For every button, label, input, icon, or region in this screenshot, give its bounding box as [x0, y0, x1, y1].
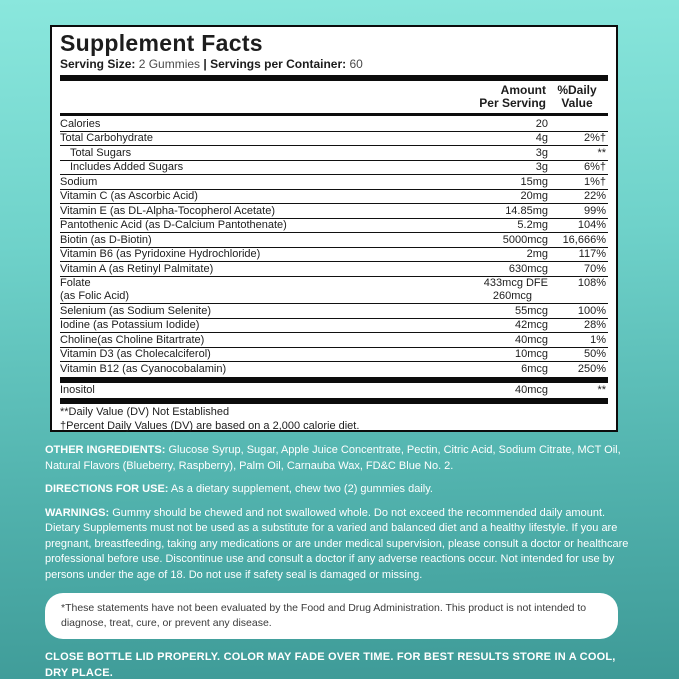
dv-header-line2: Value — [561, 96, 593, 110]
info-sections — [45, 443, 640, 697]
dv-header-line1: %Daily — [557, 83, 597, 97]
nutrient-amount: 40mcg — [514, 384, 548, 396]
facts-row — [60, 233, 608, 248]
nutrient-daily-value: 108% — [577, 277, 606, 289]
amount-header-line1: Amount — [500, 83, 546, 97]
nutrient-name: Total Sugars — [70, 146, 132, 159]
nutrient-name: Iodine (as Potassium Iodide) — [60, 319, 200, 331]
nutrient-name: Vitamin B6 (as Pyridoxine Hydrochloride) — [60, 248, 261, 260]
facts-row — [60, 190, 608, 205]
nutrient-amount: 20mg — [520, 190, 548, 202]
facts-row — [60, 362, 608, 376]
amount-column-header — [436, 84, 546, 110]
warnings-heading: WARNINGS: — [45, 506, 110, 519]
facts-row — [60, 132, 608, 147]
other-ingredients-text: Glucose Syrup, Sugar, Apple Juice Concentrate, Pectin, Citric Acid, Sodium Citrate, MCT Oil, Natural Flavors (Blueberry, Raspberry), Palm Oil, Carnauba Wax, FD&C Blue No. 2. — [45, 444, 621, 472]
directions-text: As a dietary supplement, chew two (2) gummies daily. — [168, 483, 433, 495]
facts-row — [60, 384, 608, 398]
serving-info — [60, 57, 608, 72]
nutrient-name: Choline(as Choline Bitartrate) — [60, 333, 205, 346]
warnings-text: Gummy should be chewed and not swallowed whole. Do not exceed the recommended daily amount. Dietary Supplements must not be used as a substitute for a varied and balanced diet and a healthy lifestyle. If you are pregnant, breastfeeding, taking any medications or are under medical supervision, please consult a doctor or healthcare professional before use. Discontinue use and consult a doctor if any adverse reactions occur. Not intended for use by persons under the age of 18. Do not use if safety seal is damaged or missing. — [45, 506, 629, 581]
facts-row — [60, 248, 608, 263]
nutrient-name: Biotin (as D-Biotin) — [60, 233, 152, 246]
nutrient-name: Vitamin D3 (as Cholecalciferol) — [60, 348, 211, 360]
servings-per-container-label: Servings per Container: — [210, 57, 347, 71]
nutrient-amount: 3g — [535, 146, 548, 159]
nutrient-amount: 6mcg — [521, 362, 548, 375]
nutrient-daily-value: 50% — [583, 348, 606, 360]
nutrient-amount: 5.2mg — [517, 219, 548, 231]
servings-per-container-value: 60 — [349, 57, 363, 71]
nutrient-name: Vitamin C (as Ascorbic Acid) — [60, 190, 198, 202]
other-ingredients-section — [45, 443, 640, 474]
nutrient-name: Pantothenic Acid (as D-Calcium Pantothenate) — [60, 219, 287, 231]
nutrient-daily-value: 70% — [583, 262, 606, 275]
nutrient-daily-value: ** — [597, 384, 606, 396]
warnings-section — [45, 506, 640, 584]
facts-row — [60, 219, 608, 234]
nutrient-amount: 42mcg — [514, 319, 548, 331]
nutrient-amount: 55mcg — [514, 304, 548, 317]
facts-row — [60, 204, 608, 219]
serving-size-label: Serving Size: — [60, 57, 136, 71]
nutrient-amount: 4g — [535, 132, 548, 144]
nutrient-name: Calories — [60, 117, 101, 130]
daily-value-column-header — [546, 84, 608, 110]
facts-row — [60, 161, 608, 176]
storage-instructions — [45, 649, 640, 697]
footnotes — [60, 406, 608, 433]
facts-row — [60, 333, 608, 348]
storage-line-1: CLOSE BOTTLE LID PROPERLY. COLOR MAY FADE OVER TIME. FOR BEST RESULTS STORE IN A COOL, DRY PLACE. — [45, 651, 616, 679]
nutrient-amount: 40mcg — [514, 333, 548, 346]
facts-row — [60, 304, 608, 319]
facts-row — [60, 175, 608, 190]
nutrient-amount: 15mg — [520, 175, 548, 188]
nutrient-daily-value: 100% — [577, 304, 606, 317]
facts-row — [60, 277, 608, 305]
nutrient-daily-value: 104% — [577, 219, 606, 231]
divider-thick — [60, 377, 608, 383]
nutrient-amount: 433mcg DFE 260mcg — [483, 277, 548, 302]
nutrient-daily-value: ** — [597, 146, 606, 159]
divider-thick — [60, 398, 608, 404]
nutrient-daily-value: 117% — [578, 248, 606, 260]
facts-row — [60, 146, 608, 161]
nutrient-daily-value: 1% — [590, 333, 606, 346]
nutrient-amount-sub: 260mcg — [492, 290, 532, 302]
nutrient-daily-value: 22% — [583, 190, 606, 202]
divider-thick — [60, 75, 608, 81]
fda-disclaimer-text: *These statements have not been evaluated by the Food and Drug Administration. This product is not intended to diagnose, treat, cure, or prevent any disease. — [61, 602, 587, 629]
nutrient-daily-value: 250% — [577, 362, 606, 375]
nutrient-daily-value: 99% — [583, 204, 606, 217]
nutrient-amount: 2mg — [526, 248, 548, 260]
facts-row — [60, 348, 608, 363]
nutrient-name: Vitamin E (as DL-Alpha-Tocopherol Acetate) — [60, 204, 276, 217]
serving-separator: | — [203, 57, 207, 71]
nutrient-daily-value: 6%† — [583, 161, 606, 173]
facts-rows — [60, 117, 608, 404]
nutrient-name: Total Carbohydrate — [60, 132, 153, 144]
other-ingredients-heading: OTHER INGREDIENTS: — [45, 444, 166, 456]
serving-size-value: 2 Gummies — [138, 57, 201, 71]
nutrient-name: Folate (as Folic Acid) — [60, 277, 130, 302]
facts-header-row — [60, 82, 608, 112]
directions-section — [45, 482, 640, 498]
directions-heading: DIRECTIONS FOR USE: — [45, 483, 169, 495]
facts-row — [60, 319, 608, 334]
nutrient-name: Includes Added Sugars — [70, 161, 184, 173]
nutrient-daily-value: 16,666% — [562, 233, 606, 246]
amount-header-line2: Per Serving — [479, 96, 546, 110]
nutrient-amount: 20 — [535, 117, 548, 130]
facts-row — [60, 262, 608, 277]
nutrient-name: Vitamin B12 (as Cyanocobalamin) — [60, 362, 227, 375]
footnote-dv-not-established: **Daily Value (DV) Not Established — [60, 406, 230, 418]
nutrient-name: Vitamin A (as Retinyl Palmitate) — [60, 262, 214, 275]
nutrient-daily-value: 28% — [583, 319, 606, 331]
nutrient-amount: 10mcg — [514, 348, 548, 360]
nutrient-amount: 3g — [535, 161, 548, 173]
nutrient-name: Inositol — [60, 384, 95, 396]
supplement-facts-panel — [50, 25, 618, 432]
nutrient-amount: 14.85mg — [505, 204, 548, 217]
divider-medium — [60, 113, 608, 116]
facts-row — [60, 117, 608, 132]
nutrient-name: Sodium — [60, 175, 98, 188]
nutrient-amount: 630mcg — [508, 262, 548, 275]
nutrient-daily-value: 1%† — [583, 175, 606, 188]
nutrient-amount: 5000mcg — [502, 233, 548, 246]
nutrient-daily-value: 2%† — [583, 132, 606, 144]
footnote-percent-dv: †Percent Daily Values (DV) are based on a 2,000 calorie diet. — [60, 419, 360, 432]
fda-disclaimer-box — [45, 593, 618, 639]
panel-title: Supplement Facts — [60, 30, 263, 56]
storage-line-2: KEEP OUT OF REACH OF CHILDREN. — [45, 683, 249, 695]
nutrient-name: Selenium (as Sodium Selenite) — [60, 304, 212, 317]
